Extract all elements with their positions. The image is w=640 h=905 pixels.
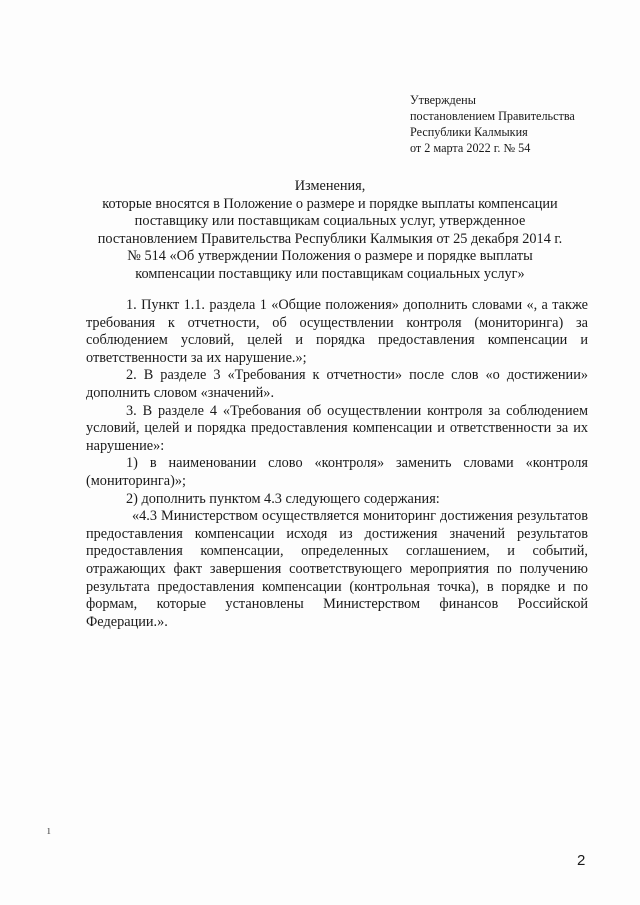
- paragraph-6: «4.3 Министерством осуществляется мониторинг достижения результатов предоставления компенсации исходя из достижения значений результатов предоставления компенсации, определенных соглашением, и событий, отражающих факт завершения соответствующего мероприятия по получению результата предоставления компенсации (контрольная точка), в порядке и по формам, которые установлены Министерством финансов Российской Федерации.».: [86, 508, 588, 630]
- paragraph-1: 1. Пункт 1.1. раздела 1 «Общие положения» дополнить словами «, а также требования к отчетности, об осуществлении контроля (мониторинга) за соблюдением условий, целей и порядка предоставления компенсации и ответственности за их нарушение.»;: [86, 297, 588, 366]
- paragraph-4: 1) в наименовании слово «контроля» заменить словами «контроля (мониторинга)»;: [86, 455, 588, 489]
- scan-mark: ı: [47, 822, 51, 837]
- heading-line: поставщику или поставщикам социальных услуг, утвержденное: [134, 213, 526, 230]
- document-body: [86, 297, 588, 631]
- approval-date: от 2 марта 2022 г. № 54: [410, 141, 531, 155]
- paragraph-2: 2. В разделе 3 «Требования к отчетности» после слов «о достижении» дополнить словом «значений».: [86, 367, 588, 401]
- heading-line: № 514 «Об утверждении Положения о размере и порядке выплаты: [127, 248, 533, 265]
- approval-line: постановлением Правительства: [410, 109, 575, 123]
- paragraph-5: 2) дополнить пунктом 4.3 следующего содержания:: [126, 490, 440, 507]
- heading-line: которые вносятся в Положение о размере и порядке выплаты компенсации: [102, 195, 558, 212]
- approval-stamp: [410, 92, 575, 156]
- heading-line: постановлением Правительства Республики Калмыкия от 25 декабря 2014 г.: [97, 230, 563, 247]
- page-number: 2: [577, 852, 586, 869]
- approval-line: Утверждены: [410, 93, 476, 107]
- heading-title: Изменения,: [294, 178, 366, 194]
- approval-line: Республики Калмыкия: [410, 125, 528, 139]
- document-heading: [80, 178, 580, 284]
- heading-line: компенсации поставщику или поставщикам социальных услуг»: [135, 265, 525, 282]
- paragraph-3: 3. В разделе 4 «Требования об осуществлении контроля за соблюдением условий, целей и порядка предоставления компенсации и ответственности за их нарушение»:: [86, 402, 588, 454]
